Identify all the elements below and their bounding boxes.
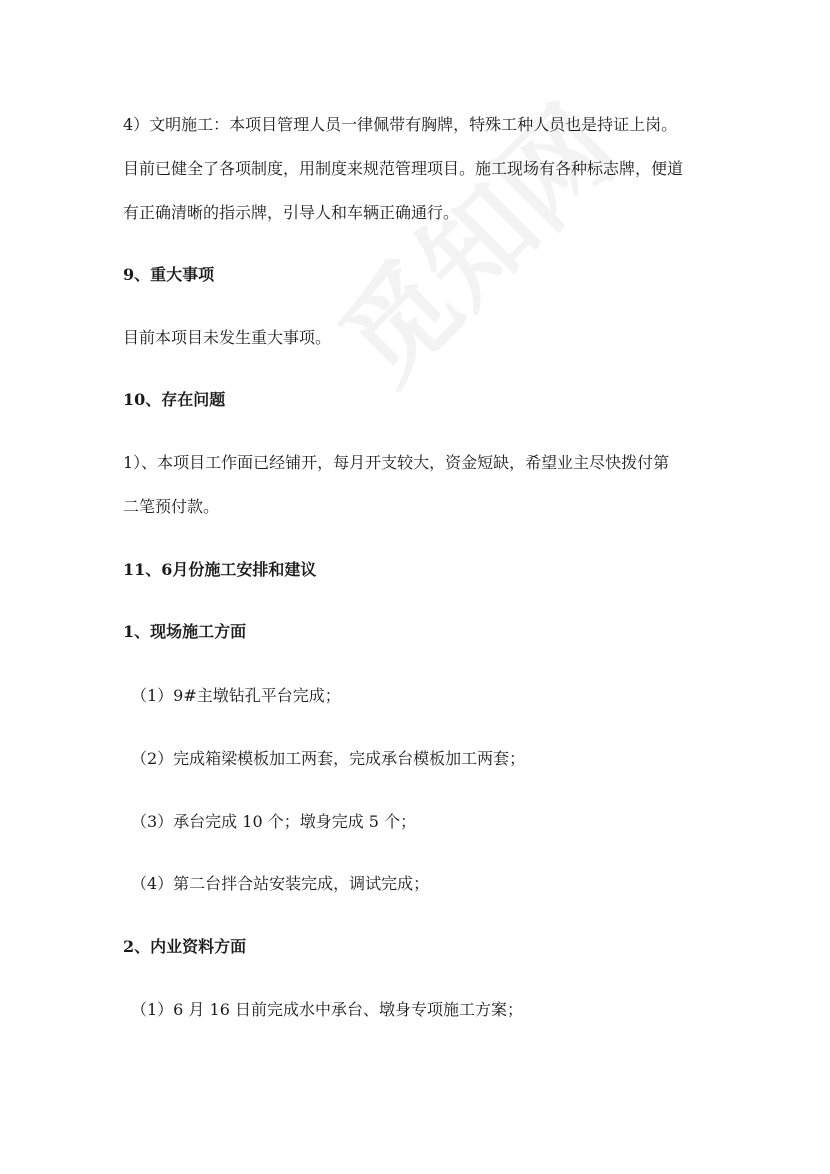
paragraph-line: 二笔预付款。 [123, 497, 220, 516]
paragraph-line: 1）、本项目工作面已经铺开，每月开支较大，资金短缺，希望业主尽快拨付第 [123, 453, 670, 472]
section-heading: 10、存在问题 [123, 390, 226, 409]
list-item: （1）9#主墩钻孔平台完成； [131, 686, 341, 705]
paragraph-line: 目前本项目未发生重大事项。 [123, 328, 332, 347]
list-item: （3）承台完成 10 个；墩身完成 5 个； [131, 812, 417, 831]
list-item: （1）6 月 16 日前完成水中承台、墩身专项施工方案； [131, 1000, 523, 1019]
section-heading: 11、6月份施工安排和建议 [123, 560, 317, 579]
paragraph-line: 目前已健全了各项制度，用制度来规范管理项目。施工现场有各种标志牌，便道 [123, 159, 684, 178]
paragraph-line: 有正确清晰的指示牌，引导人和车辆正确通行。 [123, 203, 460, 222]
subsection-heading: 1、现场施工方面 [123, 622, 247, 641]
list-item: （4）第二台拌合站安装完成，调试完成； [131, 874, 430, 893]
list-item: （2）完成箱梁模板加工两套，完成承台模板加工两套； [131, 749, 526, 768]
section-heading: 9、重大事项 [123, 265, 215, 284]
subsection-heading: 2、内业资料方面 [123, 937, 247, 956]
paragraph-line: 4）文明施工：本项目管理人员一律佩带有胸牌，特殊工种人员也是持证上岗。 [123, 115, 678, 134]
